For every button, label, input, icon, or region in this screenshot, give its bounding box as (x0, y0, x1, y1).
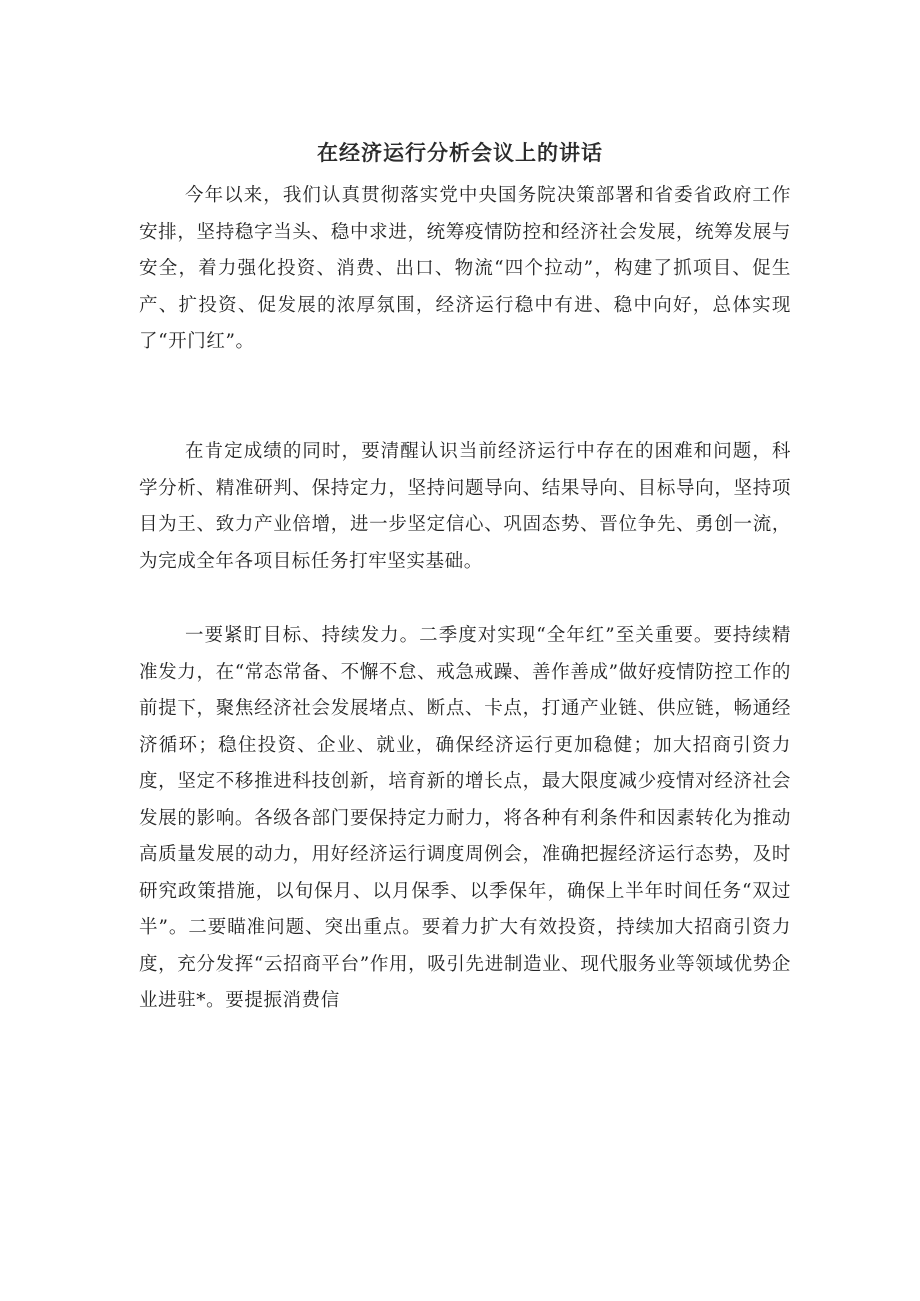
paragraph-2: 在肯定成绩的同时，要清醒认识当前经济运行中存在的困难和问题，科学分析、精准研判、保持定力，坚持问题导向、结果导向、目标导向，坚持项目为王、致力产业倍增，进一步坚定信心、巩固态势、晋位争先、勇创一流，为完成全年各项目标任务打牢坚实基础。 (139, 441, 791, 572)
page-title: 在经济运行分析会议上的讲话 (317, 140, 603, 166)
paragraph-3: 一要紧盯目标、持续发力。二季度对实现“全年红”至关重要。要持续精准发力，在“常态常备、不懈不怠、戒急戒躁、善作善成”做好疫情防控工作的前提下，聚焦经济社会发展堵点、断点、卡点，打通产业链、供应链，畅通经济循环；稳住投资、企业、就业，确保经济运行更加稳健；加大招商引资力度，坚定不移推进科技创新，培育新的增长点，最大限度减少疫情对经济社会发展的影响。各级各部门要保持定力耐力，将各种有利条件和因素转化为推动高质量发展的动力，用好经济运行调度周例会，准确把握经济运行态势，及时研究政策措施，以旬保月、以月保季、以季保年，确保上半年时间任务“双过半”。二要瞄准问题、突出重点。要着力扩大有效投资，持续加大招商引资力度，充分发挥“云招商平台”作用，吸引先进制造业、现代服务业等领域优势企业进驻*。要提振消费信 (139, 625, 791, 1011)
paragraph-1: 今年以来，我们认真贯彻落实党中央国务院决策部署和省委省政府工作安排，坚持稳字当头、稳中求进，统筹疫情防控和经济社会发展，统筹发展与安全，着力强化投资、消费、出口、物流“四个拉动”，构建了抓项目、促生产、扩投资、促发展的浓厚氛围，经济运行稳中有进、稳中向好，总体实现了“开门红”。 (139, 185, 791, 352)
